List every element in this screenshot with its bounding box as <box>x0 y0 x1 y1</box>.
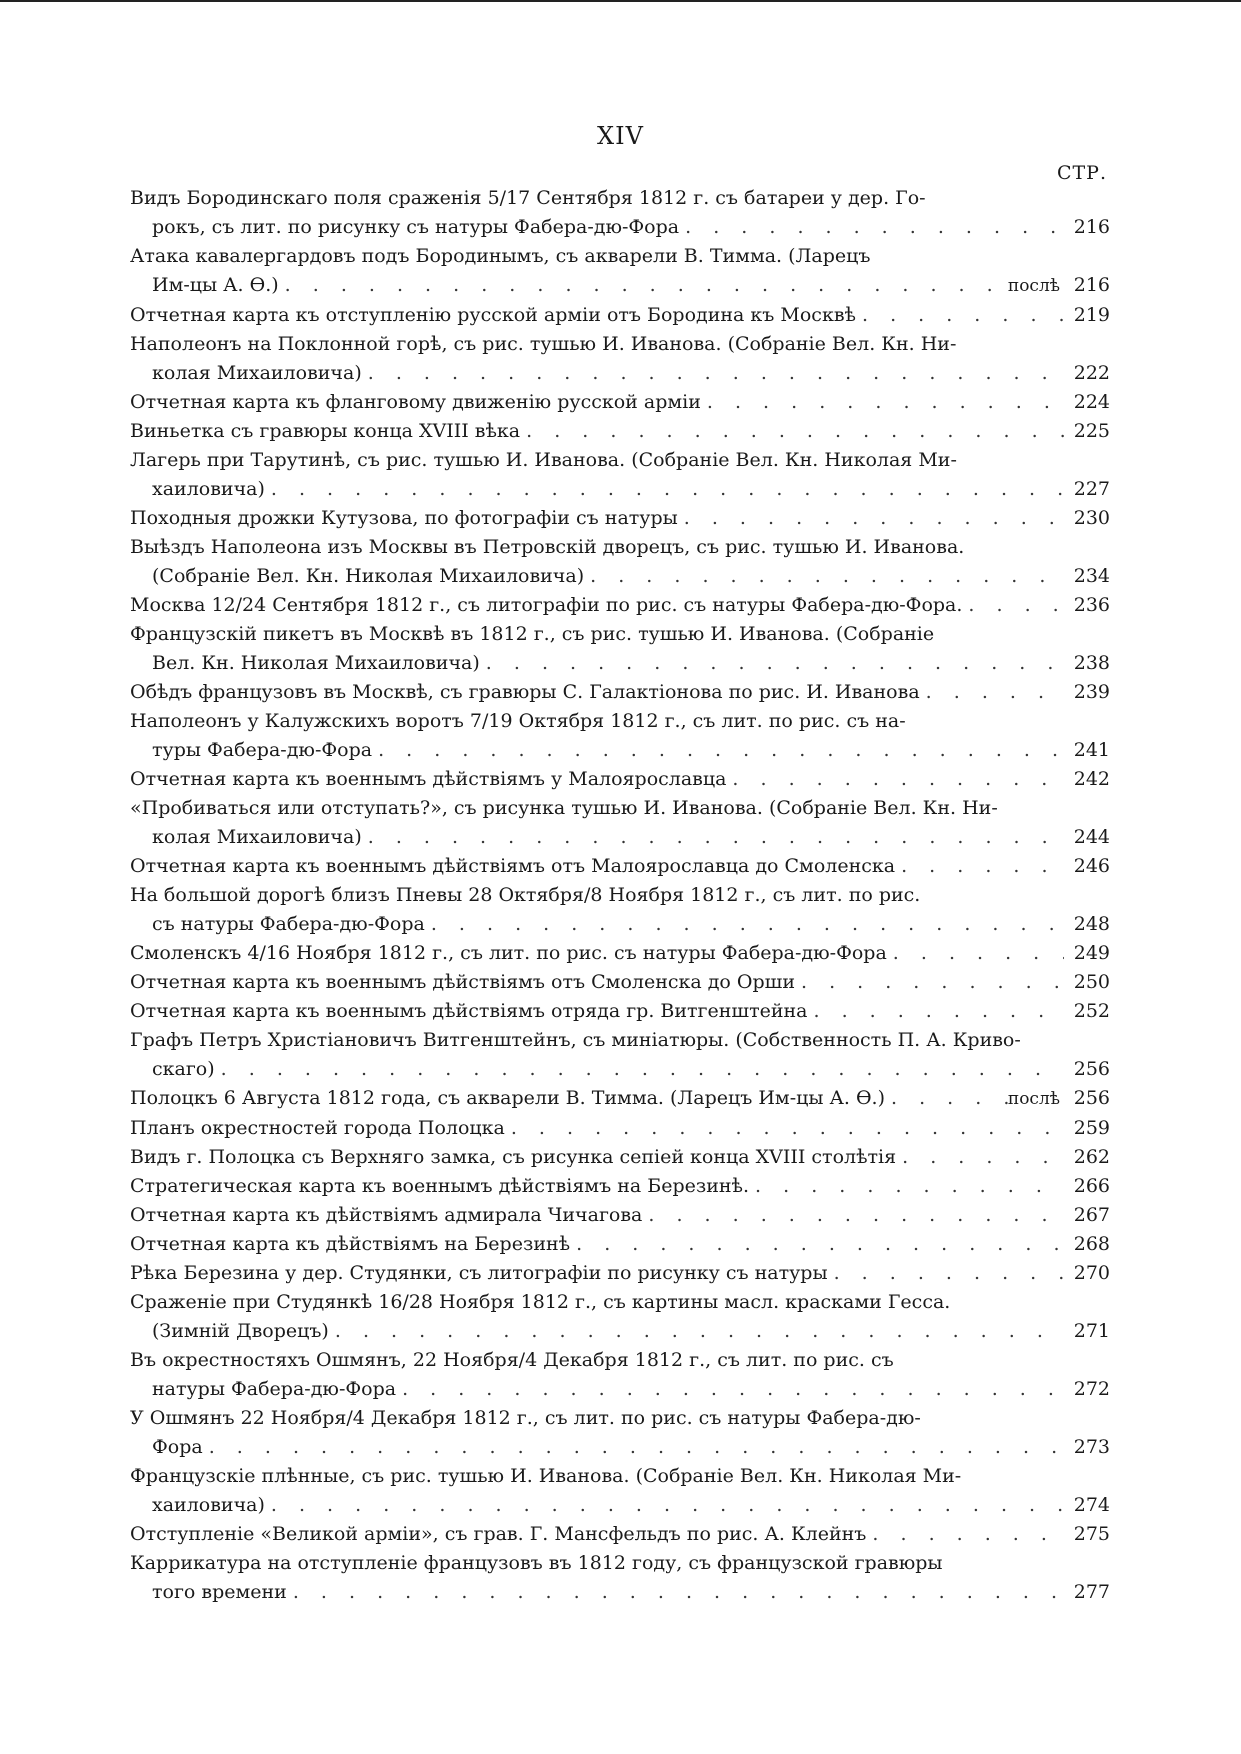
page-number-ref: 244 <box>1073 826 1110 848</box>
toc-entry-title: Отчетная карта къ фланговому движенію русской арміи <box>130 391 701 413</box>
toc-entry <box>130 1026 1110 1084</box>
page-number-ref: 242 <box>1073 768 1110 790</box>
toc-entry-title: Обѣдъ французовъ въ Москвѣ, съ гравюры С. Галактіонова по рис. И. Иванова <box>130 681 920 703</box>
toc-entry-title: Каррикатура на отступленіе французовъ въ 1812 году, съ французской гравюры <box>130 1552 943 1574</box>
page-number-ref: 241 <box>1073 739 1110 761</box>
dot-leader <box>642 1201 1064 1230</box>
toc-entry-line <box>130 823 1110 852</box>
toc-entry <box>130 1172 1110 1201</box>
page-number-ref: 224 <box>1073 391 1110 413</box>
page-number-ref: 239 <box>1073 681 1110 703</box>
toc-entry-title: Графъ Петръ Христіановичъ Витгенштейнъ, съ миніатюры. (Собственность П. А. Криво- <box>130 1029 1021 1051</box>
dot-leader <box>570 1230 1064 1259</box>
toc-entry <box>130 1549 1110 1607</box>
toc-entry-line <box>130 591 1110 620</box>
toc-entry <box>130 794 1110 852</box>
toc-entry-line <box>130 620 1110 649</box>
toc-entry-line <box>130 736 1110 765</box>
dot-leader <box>362 359 1064 388</box>
page-number-ref: 216 <box>1073 216 1110 238</box>
toc-entry-title: У Ошмянъ 22 Ноября/4 Декабря 1812 г., съ лит. по рис. съ натуры Фабера-дю- <box>130 1407 921 1429</box>
toc-entry <box>130 881 1110 939</box>
toc-entry-line <box>130 765 1110 794</box>
dot-leader <box>396 1375 1064 1404</box>
page-number-ref: 274 <box>1073 1494 1110 1516</box>
toc-entry <box>130 997 1110 1026</box>
toc-entry-line <box>130 1346 1110 1375</box>
toc-entry-line <box>130 242 1110 271</box>
toc-entry-title: того времени <box>152 1581 287 1603</box>
toc-entry-title: Наполеонъ на Поклонной горѣ, съ рис. тушью И. Иванова. (Собраніе Вел. Кн. Ни- <box>130 333 957 355</box>
dot-leader <box>807 997 1064 1026</box>
toc-entry-line <box>130 794 1110 823</box>
page-number-ref: 230 <box>1073 507 1110 529</box>
toc-entry-title: Стратегическая карта къ военнымъ дѣйствіямъ на Березинѣ. <box>130 1175 750 1197</box>
page-number-ref: 266 <box>1073 1175 1110 1197</box>
dot-leader <box>329 1317 1064 1346</box>
toc-entry-line <box>130 475 1110 504</box>
dot-leader <box>287 1578 1064 1607</box>
toc-entry <box>130 301 1110 330</box>
page-number-ref: 225 <box>1073 420 1110 442</box>
toc-entry <box>130 591 1110 620</box>
toc-entry-title: хаиловича) <box>152 1494 265 1516</box>
toc-entry-line <box>130 417 1110 446</box>
dot-leader <box>749 1172 1064 1201</box>
toc-entry-line <box>130 852 1110 881</box>
page-number-ref: 236 <box>1073 594 1110 616</box>
toc-entry-line <box>130 1084 1110 1114</box>
toc-entry-line <box>130 504 1110 533</box>
page-number-ref: 250 <box>1073 971 1110 993</box>
toc-entry-line <box>130 649 1110 678</box>
page-number-ref: 249 <box>1073 942 1110 964</box>
page-number-ref: 256 <box>1073 1058 1110 1080</box>
page-number-ref: 227 <box>1073 478 1110 500</box>
dot-leader <box>362 823 1064 852</box>
toc-entry-title: Отчетная карта къ военнымъ дѣйствіямъ у Малоярославца <box>130 768 727 790</box>
toc-entry <box>130 1346 1110 1404</box>
dot-leader <box>795 968 1064 997</box>
dot-leader <box>279 271 1008 300</box>
dot-leader <box>885 1084 1008 1113</box>
toc-entry-title: Отчетная карта къ военнымъ дѣйствіямъ отряда гр. Витгенштейна <box>130 1000 808 1022</box>
toc-entry-line <box>130 1230 1110 1259</box>
page-number-ref: 275 <box>1073 1523 1110 1545</box>
toc-entry <box>130 388 1110 417</box>
toc-entry-title: Сраженіе при Студянкѣ 16/28 Ноября 1812 г., съ картины масл. красками Гесса. <box>130 1291 951 1313</box>
page-prefix: послѣ <box>1007 1089 1060 1109</box>
toc-entry-line <box>130 1375 1110 1404</box>
toc-entry-title: съ натуры Фабера-дю-Фора <box>152 913 425 935</box>
dot-leader <box>505 1114 1064 1143</box>
toc-entry <box>130 446 1110 504</box>
toc-entry-title: Им-цы А. Ѳ.) <box>152 274 279 296</box>
page-number-ref: 216 <box>1073 274 1110 296</box>
toc-entry-line <box>130 678 1110 707</box>
toc-entry-title: Выѣздъ Наполеона изъ Москвы въ Петровскій дворецъ, съ рис. тушью И. Иванова. <box>130 536 965 558</box>
toc-entry <box>130 852 1110 881</box>
toc-entry-line <box>130 184 1110 213</box>
toc-entry-line <box>130 1055 1110 1084</box>
dot-leader <box>726 765 1064 794</box>
page-number-ref: 234 <box>1073 565 1110 587</box>
table-of-contents <box>130 184 1110 1607</box>
toc-entry-title: Вел. Кн. Николая Михаиловича) <box>152 652 480 674</box>
toc-entry <box>130 1084 1110 1114</box>
toc-entry <box>130 330 1110 388</box>
page-number-ref: 238 <box>1073 652 1110 674</box>
toc-entry <box>130 1114 1110 1143</box>
page-number: XIV <box>597 122 644 150</box>
page-column-label: СТР. <box>1056 162 1107 184</box>
toc-entry-line <box>130 881 1110 910</box>
page-number-ref: 277 <box>1073 1581 1110 1603</box>
toc-entry-title: Отчетная карта къ отступленію русской арміи отъ Бородина къ Москвѣ <box>130 304 856 326</box>
page-number-ref: 246 <box>1073 855 1110 877</box>
dot-leader <box>520 417 1064 446</box>
dot-leader <box>920 678 1064 707</box>
dot-leader <box>425 910 1064 939</box>
toc-entry-title: Походныя дрожки Кутузова, по фотографіи съ натуры <box>130 507 678 529</box>
dot-leader <box>828 1259 1064 1288</box>
top-border-line <box>0 0 1241 2</box>
toc-entry-title: (Зимній Дворецъ) <box>152 1320 329 1342</box>
toc-entry-title: Планъ окрестностей города Полоцка <box>130 1117 505 1139</box>
page-number-ref: 252 <box>1073 1000 1110 1022</box>
toc-entry-title: колая Михаиловича) <box>152 826 362 848</box>
toc-entry-line <box>130 562 1110 591</box>
dot-leader <box>866 1520 1064 1549</box>
toc-entry-line <box>130 1520 1110 1549</box>
toc-entry-title: Отчетная карта къ дѣйствіямъ на Березинѣ <box>130 1233 571 1255</box>
page-number-ref: 268 <box>1073 1233 1110 1255</box>
toc-entry <box>130 1288 1110 1346</box>
toc-entry-title: Французскій пикетъ въ Москвѣ въ 1812 г., съ рис. тушью И. Иванова. (Собраніе <box>130 623 935 645</box>
toc-entry-line <box>130 271 1110 301</box>
toc-entry-line <box>130 968 1110 997</box>
dot-leader <box>895 852 1064 881</box>
toc-entry-line <box>130 1317 1110 1346</box>
toc-entry <box>130 707 1110 765</box>
toc-entry-title: Москва 12/24 Сентября 1812 г., съ литографіи по рис. съ натуры Фабера-дю-Фора. <box>130 594 963 616</box>
page-number-ref: 219 <box>1073 304 1110 326</box>
toc-entry-title: Французскіе плѣнные, съ рис. тушью И. Иванова. (Собраніе Вел. Кн. Николая Ми- <box>130 1465 962 1487</box>
toc-entry-line <box>130 1578 1110 1607</box>
page-prefix: послѣ <box>1007 276 1060 296</box>
toc-entry-title: Въ окрестностяхъ Ошмянъ, 22 Ноября/4 Декабря 1812 г., съ лит. по рис. съ <box>130 1349 894 1371</box>
page-number-ref: 270 <box>1073 1262 1110 1284</box>
toc-entry <box>130 765 1110 794</box>
dot-leader <box>678 504 1064 533</box>
toc-entry-title: (Собраніе Вел. Кн. Николая Михаиловича) <box>152 565 585 587</box>
page-number-ref: 271 <box>1073 1320 1110 1342</box>
toc-entry-line <box>130 910 1110 939</box>
toc-entry-line <box>130 1491 1110 1520</box>
dot-leader <box>203 1433 1064 1462</box>
page-number-ref: 256 <box>1073 1087 1110 1109</box>
toc-entry-line <box>130 1143 1110 1172</box>
dot-leader <box>962 591 1064 620</box>
toc-entry-line <box>130 1288 1110 1317</box>
page-number-ref: 222 <box>1073 362 1110 384</box>
toc-entry-line <box>130 1201 1110 1230</box>
toc-entry-title: Отчетная карта къ военнымъ дѣйствіямъ отъ Смоленска до Орши <box>130 971 795 993</box>
toc-entry <box>130 1404 1110 1462</box>
toc-entry <box>130 184 1110 242</box>
dot-leader <box>701 388 1064 417</box>
toc-entry <box>130 1230 1110 1259</box>
toc-entry-title: Наполеонъ у Калужскихъ воротъ 7/19 Октября 1812 г., съ лит. по рис. съ на- <box>130 710 906 732</box>
toc-entry-title: Виньетка съ гравюры конца XVIII вѣка <box>130 420 521 442</box>
toc-entry <box>130 1143 1110 1172</box>
dot-leader <box>265 475 1064 504</box>
dot-leader <box>856 301 1064 330</box>
toc-entry <box>130 678 1110 707</box>
toc-entry-title: туры Фабера-дю-Фора <box>152 739 373 761</box>
toc-entry <box>130 1259 1110 1288</box>
toc-entry-line <box>130 707 1110 736</box>
toc-entry-title: Отчетная карта къ военнымъ дѣйствіямъ отъ Малоярославца до Смоленска <box>130 855 896 877</box>
toc-entry-line <box>130 939 1110 968</box>
toc-entry-line <box>130 213 1110 242</box>
toc-entry-line <box>130 1433 1110 1462</box>
page-number-ref: 273 <box>1073 1436 1110 1458</box>
page-number-ref: 259 <box>1073 1117 1110 1139</box>
toc-entry-line <box>130 1026 1110 1055</box>
dot-leader <box>896 1143 1064 1172</box>
dot-leader <box>584 562 1064 591</box>
toc-entry-title: колая Михаиловича) <box>152 362 362 384</box>
toc-entry-line <box>130 1549 1110 1578</box>
dot-leader <box>215 1055 1064 1084</box>
toc-entry <box>130 620 1110 678</box>
toc-entry-line <box>130 388 1110 417</box>
toc-entry <box>130 1520 1110 1549</box>
toc-entry-title: Полоцкъ 6 Августа 1812 года, съ акварели В. Тимма. (Ларецъ Им-цы А. Ѳ.) <box>130 1087 886 1109</box>
toc-entry-line <box>130 997 1110 1026</box>
toc-entry <box>130 242 1110 301</box>
dot-leader <box>372 736 1064 765</box>
dot-leader <box>887 939 1064 968</box>
toc-entry-line <box>130 359 1110 388</box>
toc-entry-line <box>130 1172 1110 1201</box>
toc-entry-line <box>130 330 1110 359</box>
toc-entry-title: Отступленіе «Великой арміи», съ грав. Г. Мансфельдъ по рис. А. Клейнъ <box>130 1523 867 1545</box>
toc-entry <box>130 1201 1110 1230</box>
toc-entry <box>130 504 1110 533</box>
dot-leader <box>480 649 1064 678</box>
dot-leader <box>265 1491 1064 1520</box>
toc-entry-title: хаиловича) <box>152 478 265 500</box>
toc-entry-title: Видъ г. Полоцка съ Верхняго замка, съ рисунка сепіей конца XVIII столѣтія <box>130 1146 897 1168</box>
toc-entry-title: Лагерь при Тарутинѣ, съ рис. тушью И. Иванова. (Собраніе Вел. Кн. Николая Ми- <box>130 449 957 471</box>
page-number-ref: 272 <box>1073 1378 1110 1400</box>
page-number-ref: 262 <box>1073 1146 1110 1168</box>
toc-entry-line <box>130 1259 1110 1288</box>
toc-entry-title: На большой дорогѣ близъ Пневы 28 Октября/8 Ноября 1812 г., съ лит. по рис. <box>130 884 921 906</box>
toc-entry-title: Атака кавалергардовъ подъ Бородинымъ, съ акварели В. Тимма. (Ларецъ <box>130 245 871 267</box>
toc-entry <box>130 968 1110 997</box>
toc-entry <box>130 533 1110 591</box>
toc-entry <box>130 1462 1110 1520</box>
toc-entry <box>130 417 1110 446</box>
page-number-ref: 248 <box>1073 913 1110 935</box>
dot-leader <box>679 213 1064 242</box>
toc-entry-title: Видъ Бородинскаго поля сраженія 5/17 Сентября 1812 г. съ батареи у дер. Го- <box>130 187 926 209</box>
toc-entry-line <box>130 1462 1110 1491</box>
toc-entry-line <box>130 1404 1110 1433</box>
toc-entry-line <box>130 446 1110 475</box>
toc-entry-line <box>130 301 1110 330</box>
toc-entry-line <box>130 533 1110 562</box>
toc-entry-title: Отчетная карта къ дѣйствіямъ адмирала Чичагова <box>130 1204 643 1226</box>
toc-entry-title: рокъ, съ лит. по рисунку съ натуры Фабера-дю-Фора <box>152 216 680 238</box>
toc-entry-title: натуры Фабера-дю-Фора <box>152 1378 397 1400</box>
toc-entry <box>130 939 1110 968</box>
toc-entry-line <box>130 1114 1110 1143</box>
toc-entry-title: «Пробиваться или отступать?», съ рисунка тушью И. Иванова. (Собраніе Вел. Кн. Ни- <box>130 797 998 819</box>
toc-entry-title: Смоленскъ 4/16 Ноября 1812 г., съ лит. по рис. съ натуры Фабера-дю-Фора <box>130 942 887 964</box>
page-number-ref: 267 <box>1073 1204 1110 1226</box>
toc-entry-title: скаго) <box>152 1058 215 1080</box>
toc-entry-title: Рѣка Березина у дер. Студянки, съ литографіи по рисунку съ натуры <box>130 1262 828 1284</box>
toc-entry-title: Фора <box>152 1436 203 1458</box>
